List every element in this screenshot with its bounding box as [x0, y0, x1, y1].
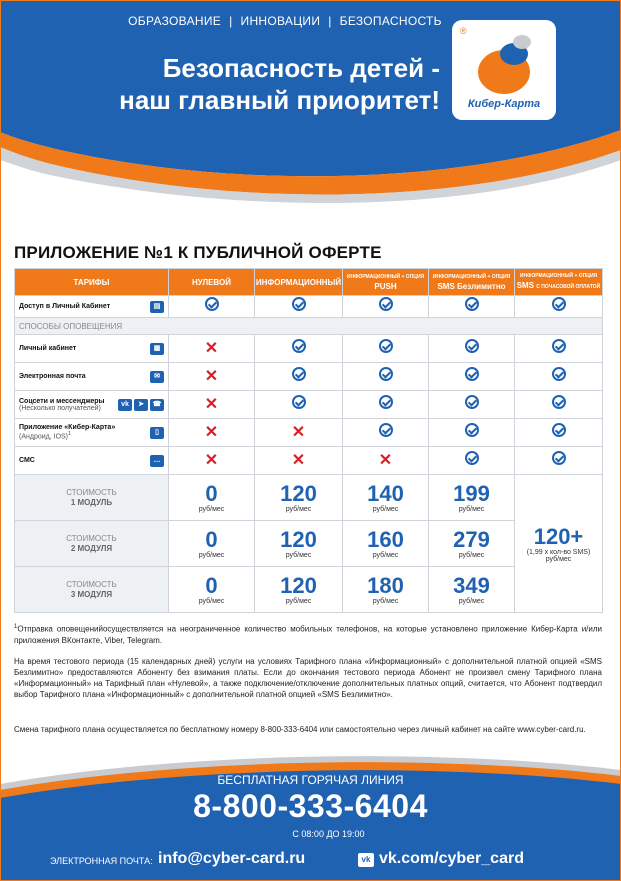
header-push-label: PUSH: [374, 282, 397, 291]
check-icon: [552, 423, 566, 437]
price-unit: руб/мес: [198, 598, 225, 605]
cross-icon: ✕: [204, 367, 219, 385]
table-header-row: [15, 269, 603, 296]
price-unit: руб/мес: [372, 552, 399, 559]
cost-label: [15, 521, 169, 567]
header-sms-hourly: [515, 269, 603, 296]
price-value: 279: [453, 527, 490, 552]
check-icon: [465, 297, 479, 311]
cross-icon: ✕: [204, 339, 219, 357]
cyber-card-logo: [452, 20, 556, 120]
mail-icon: ✉: [150, 371, 164, 383]
header-push-small: ИНФОРМАЦИОННЫЙ + ОПЦИЯ: [346, 274, 425, 280]
cost-label-text: СТОИМОСТЬ: [66, 533, 117, 543]
price-unit: руб/мес: [198, 552, 225, 559]
check-icon: [292, 395, 306, 409]
page-title: ПРИЛОЖЕНИЕ №1 К ПУБЛИЧНОЙ ОФЕРТЕ: [14, 243, 382, 262]
header-sms-hourly-small: ИНФОРМАЦИОННЫЙ + ОПЦИЯ: [519, 273, 598, 279]
cost-label-text: СТОИМОСТЬ: [66, 487, 117, 497]
check-icon: [552, 451, 566, 465]
header-sms-unlim-small: ИНФОРМАЦИОННЫЙ + ОПЦИЯ: [432, 274, 511, 280]
sms-price-unit: руб/мес: [545, 555, 572, 563]
cost-label-text: СТОИМОСТЬ: [66, 579, 117, 589]
price-value: 160: [367, 527, 404, 552]
tariff-table: [14, 268, 603, 613]
row-label-text: Соцсети и мессенджеры: [19, 397, 105, 405]
table-row: [15, 335, 603, 363]
price-value: 180: [367, 573, 404, 598]
price-value: 199: [453, 481, 490, 506]
top-nav: ОБРАЗОВАНИЕ | ИННОВАЦИИ | БЕЗОПАСНОСТЬ: [128, 14, 442, 28]
price-unit: руб/мес: [372, 506, 399, 513]
footnote-1-mark: 1: [14, 624, 18, 630]
table-row: [15, 447, 603, 475]
row-label-sms: [15, 447, 169, 475]
price-unit: руб/мес: [372, 598, 399, 605]
row-label-app: [15, 419, 169, 447]
row-label-sub: (Андроид, IOS): [19, 433, 69, 441]
sms-price-value: 120+: [533, 523, 584, 549]
footnote-1-text: Отправка оповещенийосуществляется на неограниченное количество мобильных телефонов, на которые установлено приложение Кибер-Карта и/или приложения ВКонтакте, Viber, Telegram.: [14, 624, 602, 645]
cross-icon: ✕: [204, 395, 219, 413]
nav-item-innovation[interactable]: ИННОВАЦИИ: [240, 14, 321, 28]
row-label-text: Личный кабинет: [19, 345, 77, 352]
price-value: 120: [280, 573, 317, 598]
price-value: 140: [367, 481, 404, 506]
vk-icon: vk: [118, 399, 132, 411]
check-icon: [552, 367, 566, 381]
footnote-1: [14, 622, 602, 646]
price-unit: руб/мес: [458, 506, 485, 513]
header-sms-hourly-label: SMS: [516, 281, 535, 290]
footnote-2: На время тестового периода (15 календарных дней) услуги на условиях Тарифного плана «Информационный» с дополнительной платной опцией «SMS Безлимитно» предоставляются Абоненту без взимания платы. Если до окончания тестового периода Абонент не произвел смену Тарифного плана «Информационный» на Тарифный план «Нулевой», а также подключение/отключение дополнительных платных опций, считается, что Абонент подтвердил выбор Тарифного плана «Информационный» с дополнительной платной опцией «SMS Безлимитно».: [14, 657, 602, 699]
phone-app-icon: ▯: [150, 427, 164, 439]
row-label-text: Приложение «Кибер-Карта»: [19, 424, 116, 432]
row-label-text: СМС: [19, 457, 35, 464]
price-value: 120: [280, 527, 317, 552]
check-icon: [465, 451, 479, 465]
check-icon: [379, 367, 393, 381]
price-unit: руб/мес: [285, 552, 312, 559]
hotline-phone[interactable]: 8-800-333-6404: [193, 788, 428, 824]
headline: [40, 52, 440, 116]
vk-icon: vk: [358, 853, 374, 867]
table-row-access: [15, 296, 603, 318]
cross-icon: ✕: [204, 451, 219, 469]
cross-icon: ✕: [291, 451, 306, 469]
check-icon: [552, 395, 566, 409]
sms-icon: …: [150, 455, 164, 467]
telegram-icon: ➤: [134, 399, 148, 411]
row-label-cabinet: [15, 335, 169, 363]
row-label-email: [15, 363, 169, 391]
module-label: 3 МОДУЛЯ: [70, 589, 113, 599]
header-tariffs: ТАРИФЫ: [15, 269, 169, 296]
header-zero: НУЛЕВОЙ: [169, 269, 255, 296]
headline-line-2: наш главный приоритет!: [119, 85, 440, 115]
row-label-sub: (Несколько получателей): [19, 404, 101, 412]
check-icon: [552, 297, 566, 311]
row-label-access: [15, 296, 169, 318]
check-icon: [465, 367, 479, 381]
check-icon: [379, 395, 393, 409]
check-icon: [292, 367, 306, 381]
vk-link[interactable]: vk.com/cyber_card: [379, 850, 524, 867]
check-icon: [379, 339, 393, 353]
sms-price-note: (1,99 х кол-во SMS): [526, 548, 591, 556]
check-icon: [465, 339, 479, 353]
table-row: [15, 419, 603, 447]
header-sms-unlim-label: SMS Безлимитно: [437, 282, 506, 291]
header-info: ИНФОРМАЦИОННЫЙ: [255, 269, 343, 296]
viber-icon: ☎: [150, 399, 164, 411]
registered-mark: ®: [460, 26, 467, 36]
price-value: 0: [205, 527, 218, 552]
table-row: [15, 363, 603, 391]
check-icon: [379, 423, 393, 437]
row-access-text: Доступ в Личный Кабинет: [19, 303, 111, 310]
price-unit: руб/мес: [458, 598, 485, 605]
check-icon: [379, 297, 393, 311]
price-value: 0: [205, 573, 218, 598]
price-unit: руб/мес: [285, 598, 312, 605]
price-row: [15, 567, 603, 613]
header-sms-hourly-tail: С ПОЧАСОВОЙ ОПЛАТОЙ: [536, 284, 601, 290]
table-row: [15, 391, 603, 419]
row-label-social: [15, 391, 169, 419]
price-value: 349: [453, 573, 490, 598]
price-value: 120: [280, 481, 317, 506]
price-row: [15, 521, 603, 567]
footnote-mark: 1: [68, 431, 72, 438]
nav-item-education[interactable]: ОБРАЗОВАНИЕ: [128, 14, 222, 28]
logo-mark-icon: [452, 20, 556, 100]
header-push: [343, 269, 429, 296]
monitor-icon: ▤: [150, 301, 164, 313]
sms-hourly-price: [515, 475, 603, 613]
hotline-hours: С 08:00 ДО 19:00: [292, 829, 365, 839]
cross-icon: ✕: [204, 423, 219, 441]
header-sms-unlim: [429, 269, 515, 296]
check-icon: [552, 339, 566, 353]
price-unit: руб/мес: [458, 552, 485, 559]
cross-icon: ✕: [378, 451, 393, 469]
check-icon: [465, 395, 479, 409]
section-label: СПОСОБЫ ОПОВЕЩЕНИЯ: [15, 318, 603, 335]
price-row: [15, 475, 603, 521]
row-label-text: Электронная почта: [19, 373, 86, 380]
headline-line-1: Безопасность детей -: [162, 53, 440, 83]
cost-label: [15, 567, 169, 613]
check-icon: [465, 423, 479, 437]
price-unit: руб/мес: [198, 506, 225, 513]
check-icon: [292, 339, 306, 353]
section-row: [15, 318, 603, 335]
email-label: ЭЛЕКТРОННАЯ ПОЧТА:: [50, 856, 153, 866]
price-unit: руб/мес: [285, 506, 312, 513]
hotline-label: БЕСПЛАТНАЯ ГОРЯЧАЯ ЛИНИЯ: [217, 773, 404, 787]
footnote-3: Смена тарифного плана осуществляется по бесплатному номеру 8-800-333-6404 или самостоятельно через личный кабинет на сайте www.cyber-card.ru.: [14, 725, 586, 734]
logo-brand: Кибер-Карта: [467, 98, 541, 110]
cabinet-icon: ▦: [150, 343, 164, 355]
email-link[interactable]: info@cyber-card.ru: [158, 850, 306, 867]
cost-label: [15, 475, 169, 521]
price-value: 0: [205, 481, 218, 506]
cross-icon: ✕: [291, 423, 306, 441]
module-label: 2 МОДУЛЯ: [70, 543, 113, 553]
module-label: 1 МОДУЛЬ: [70, 497, 113, 507]
nav-item-security[interactable]: БЕЗОПАСНОСТЬ: [339, 14, 442, 28]
check-icon: [292, 297, 306, 311]
check-icon: [205, 297, 219, 311]
